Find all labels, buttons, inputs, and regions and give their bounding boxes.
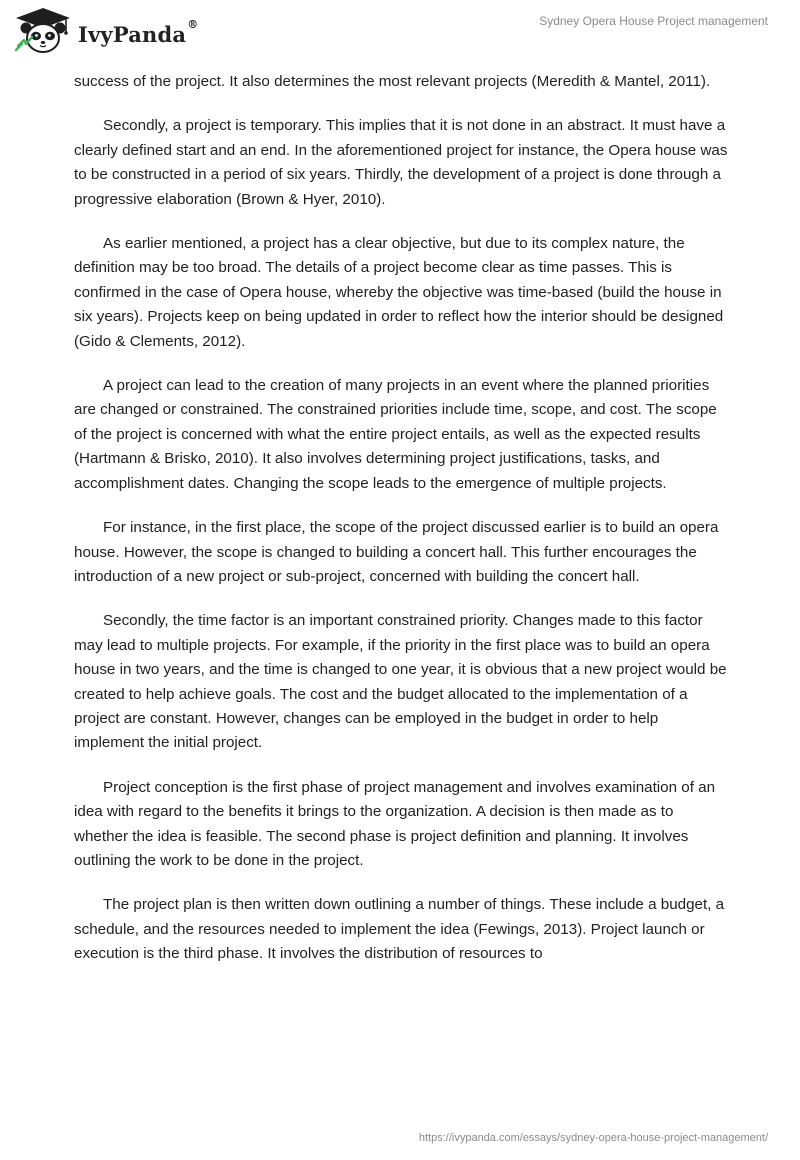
- panda-graduate-icon: [14, 6, 72, 56]
- paragraph: Secondly, the time factor is an important constrained priority. Changes made to this factor may lead to multiple projects. For example, if the priority in the first place was to build an opera house in two years, and the time is changed to one year, it is obvious that a new project would be created to help achieve goals. The cost and the budget allocated to the implementation of a project are constant. However, changes can be employed in the budget in order to help implement the initial project.: [74, 612, 727, 752]
- paragraph: Project conception is the first phase of project management and involves examination of an idea with regard to the benefits it brings to the organization. A decision is then made as to whether the idea is feasible. The second phase is project definition and planning. It involves outlining the work to be done in the project.: [74, 778, 716, 869]
- footer-url-link[interactable]: https://ivypanda.com/essays/sydney-opera-house-project-management/: [418, 1132, 768, 1144]
- registered-mark: ®: [187, 17, 199, 31]
- paragraph: A project can lead to the creation of many projects in an event where the planned priorities are changed or constrained. The constrained priorities include time, scope, and cost. The scope of the project is concerned with what the entire project entails, as well as the expected results (Hartmann & Brisko, 2010). It also involves determining project justifications, tasks, and accomplishment dates. Changing the scope leads to the emergence of multiple projects.: [74, 377, 717, 492]
- paragraph: Secondly, a project is temporary. This implies that it is not done in an abstract. It must have a clearly defined start and an end. In the aforementioned project for instance, the Opera house was to be constructed in a period of six years. Thirdly, the development of a project is done through a progressive elaboration (Brown & Hyer, 2010).: [74, 117, 728, 208]
- essay-body: [74, 70, 730, 987]
- document-title: Sydney Opera House Project management: [539, 14, 768, 28]
- paragraph: For instance, in the first place, the scope of the project discussed earlier is to build an opera house. However, the scope is changed to building a concert hall. This further encourages the introduction of a new project or sub-project, concerned with building the concert hall.: [74, 519, 719, 585]
- paragraph: The project plan is then written down outlining a number of things. These include a budget, a schedule, and the resources needed to implement the idea (Fewings, 2013). Project launch or execution is the third phase. It involves the distribution of resources to: [74, 896, 725, 963]
- paragraph: success of the project. It also determines the most relevant projects (Meredith & Mantel, 2011).: [74, 73, 711, 90]
- page-header: [0, 0, 800, 70]
- paragraph: As earlier mentioned, a project has a clear objective, but due to its complex nature, the definition may be too broad. The details of a project become clear as time passes. This is confirmed in the case of Opera house, whereby the objective was time-based (build the house in six years). Projects keep on being updated in order to reflect how the interior should be designed (Gido & Clements, 2012).: [74, 235, 724, 350]
- brand-name: IvyPanda®: [78, 17, 199, 47]
- brand-logo[interactable]: [14, 6, 198, 56]
